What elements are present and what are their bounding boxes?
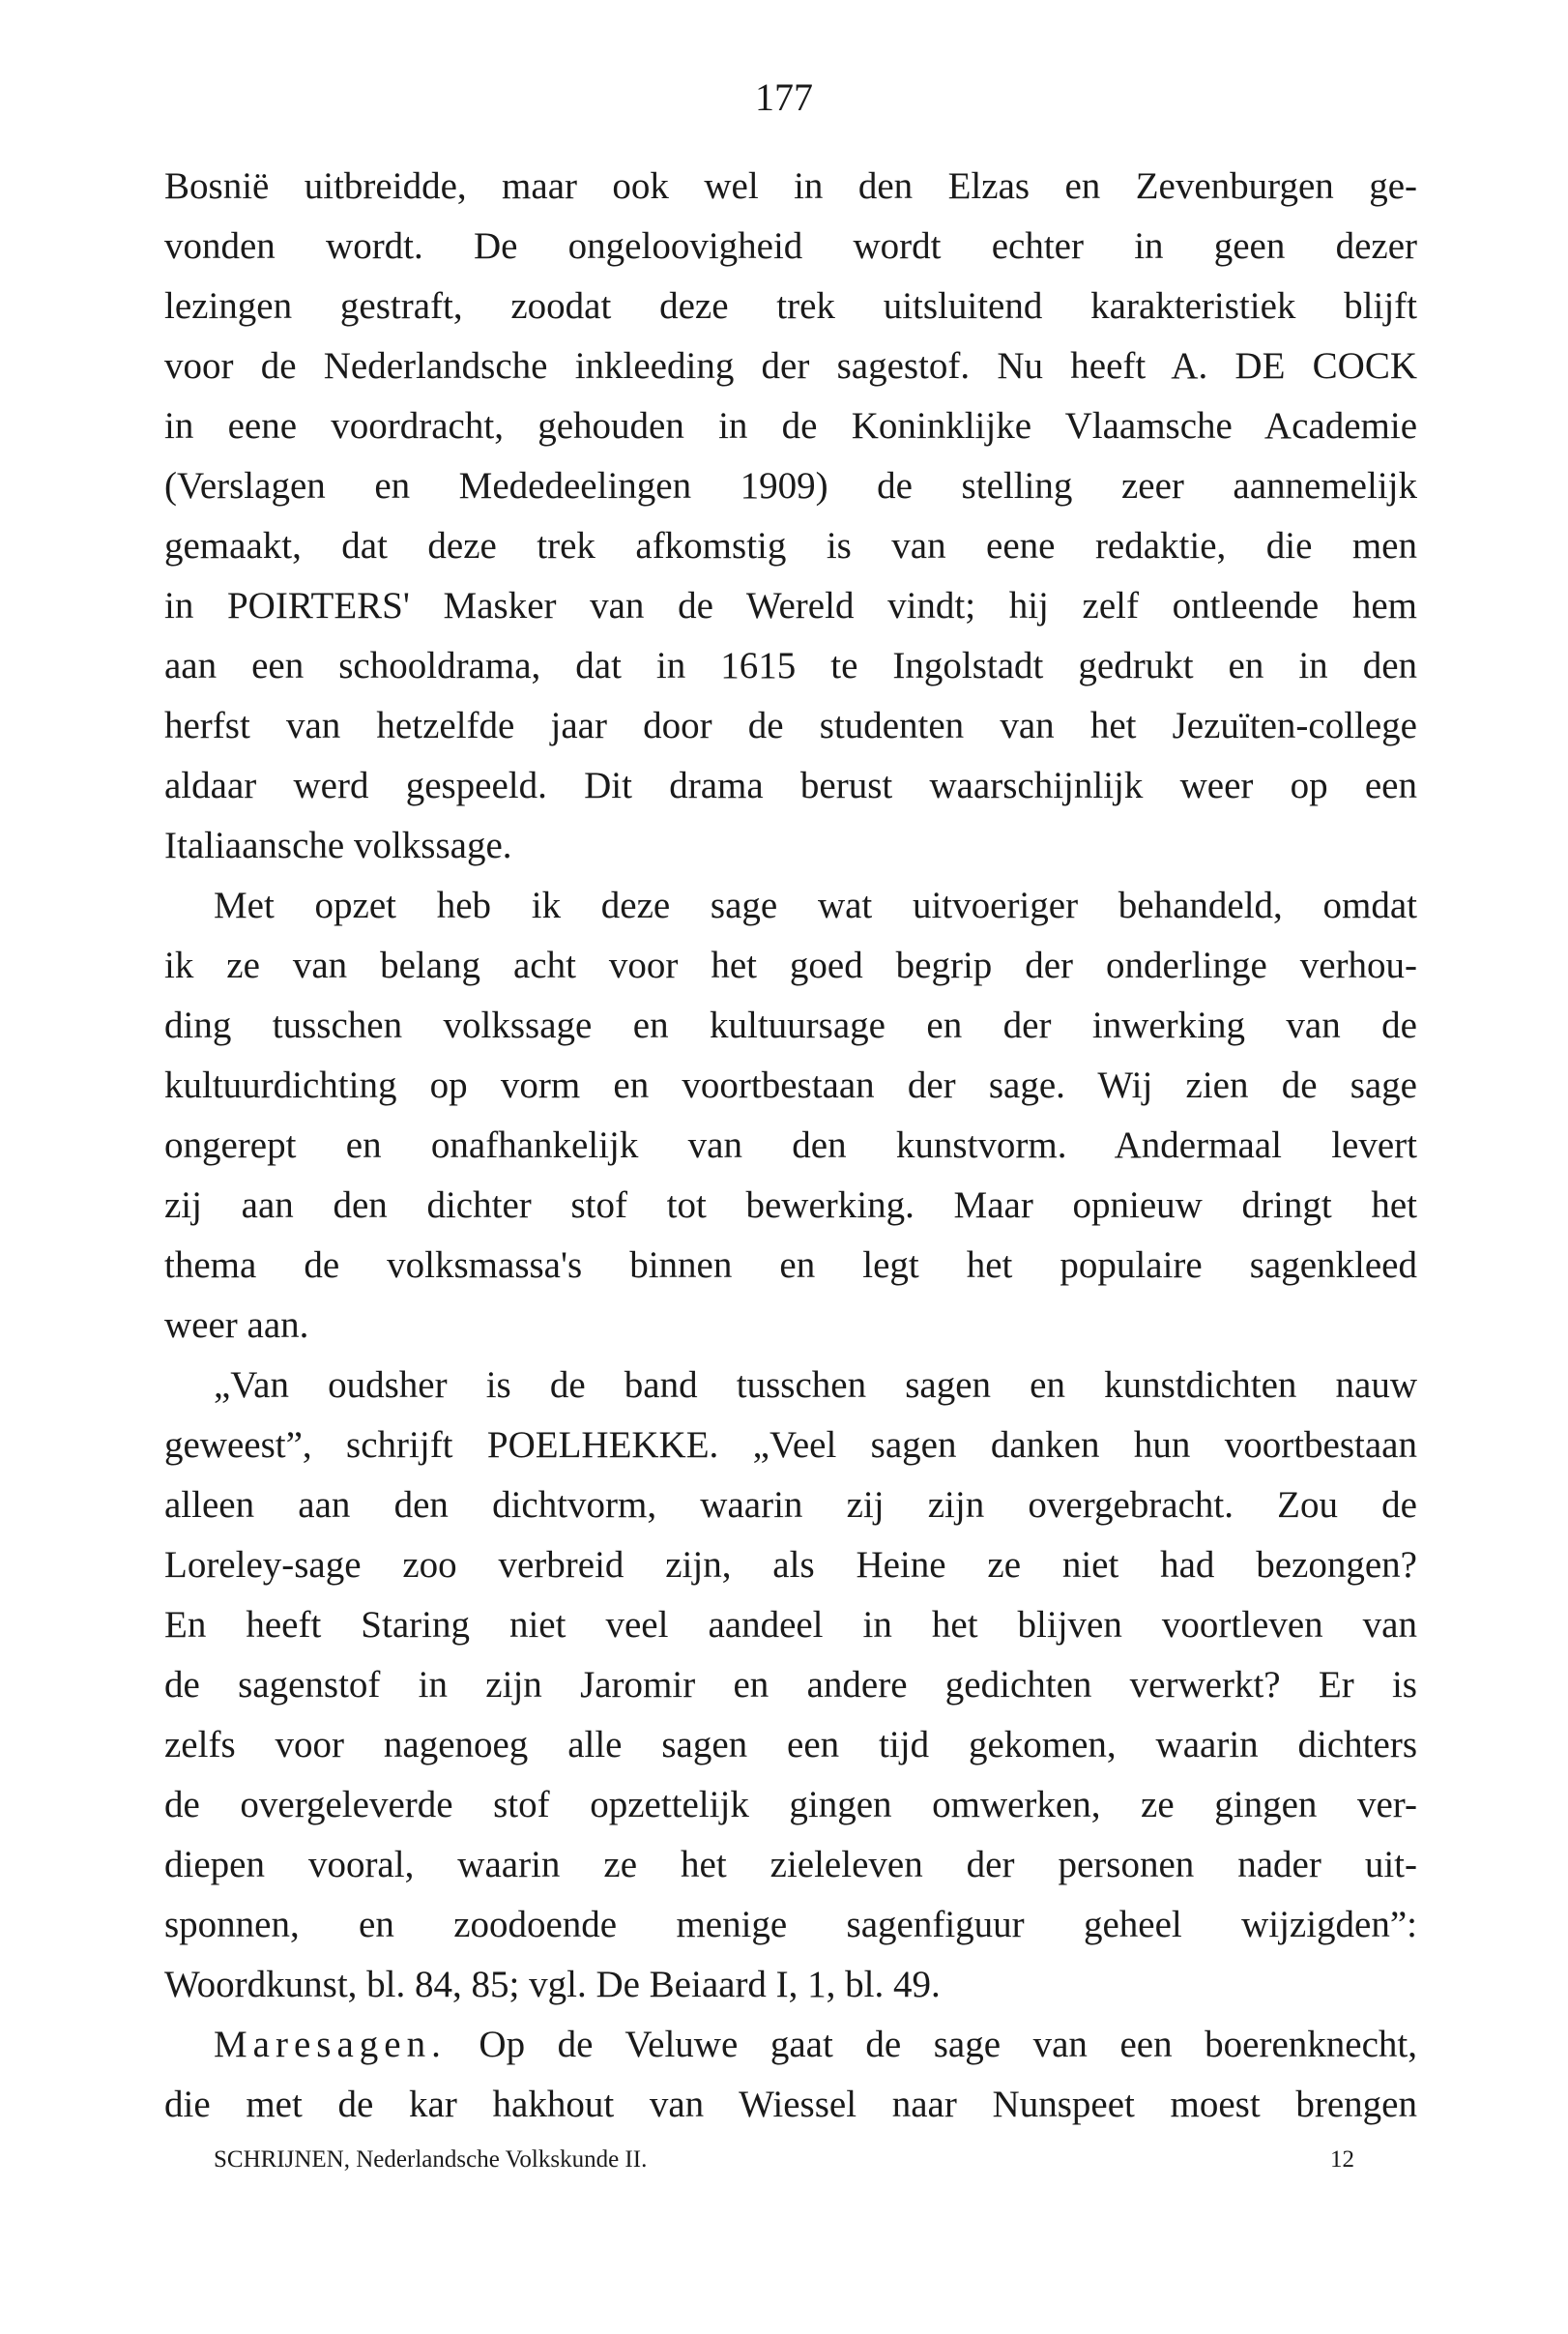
line-text: geweest”, schrijft: [164, 1424, 487, 1466]
line-text: „Van oudsher is de band tusschen sagen en kunstdichten nauw: [214, 1364, 1417, 1406]
line-text: Op de Veluwe gaat de sage van een boerenknecht,: [446, 2024, 1417, 2065]
line-text: aan een schooldrama, dat in 1615 te Ingolstadt gedrukt en in den: [164, 645, 1417, 686]
section-heading: Maresagen.: [214, 2024, 447, 2065]
paragraph: [164, 157, 1417, 876]
text-line: [164, 1535, 1417, 1595]
line-text: thema de volksmassa's binnen en legt het populaire sagenkleed: [164, 1244, 1417, 1286]
small-caps-name: DE COCK: [1234, 345, 1417, 387]
line-text: voor de Nederlandsche inkleeding der sagestof. Nu heeft A.: [164, 345, 1235, 387]
text-line: [164, 1475, 1417, 1535]
text-line: [164, 2075, 1417, 2135]
line-text: Bosnië uitbreidde, maar ook wel in den Elzas en Zevenburgen ge-: [164, 165, 1417, 207]
line-text: gemaakt, dat deze trek afkomstig is van eene redaktie, die men: [164, 525, 1417, 567]
line-text: ik ze van belang acht voor het goed begrip der onderlinge verhou-: [164, 945, 1417, 986]
paragraph: [164, 2015, 1417, 2135]
line-text: herfst van hetzelfde jaar door de studenten van het Jezuïten-college: [164, 705, 1417, 746]
line-text: (Verslagen en Mededeelingen 1909) de stelling zeer aannemelijk: [164, 465, 1417, 507]
footer-author: SCHRIJNEN: [214, 2146, 344, 2173]
line-text: die met de kar hakhout van Wiessel naar Nunspeet moest brengen: [164, 2084, 1417, 2125]
line-text: aldaar werd gespeeld. Dit drama berust waarschijnlijk weer op een: [164, 765, 1417, 806]
text-line: [164, 1595, 1417, 1655]
line-text: de overgeleverde stof opzettelijk gingen omwerken, ze gingen ver-: [164, 1784, 1417, 1825]
line-text: weer aan.: [164, 1304, 309, 1346]
line-text: de sagenstof in zijn Jaromir en andere gedichten verwerkt? Er is: [164, 1664, 1417, 1706]
paragraph: [164, 1356, 1417, 2015]
body-text: [164, 157, 1417, 2135]
text-line: [164, 876, 1417, 936]
text-line: [164, 516, 1417, 576]
line-text: . „Veel sagen danken hun voortbestaan: [709, 1424, 1417, 1466]
text-line: [164, 1775, 1417, 1835]
line-text: ' Masker van de Wereld vindt; hij zelf ontleende hem: [402, 585, 1417, 627]
text-line: [164, 217, 1417, 277]
text-line: [164, 456, 1417, 516]
text-line: [164, 1176, 1417, 1236]
text-line: [164, 1236, 1417, 1296]
line-text: diepen vooral, waarin ze het zieleleven der personen nader uit-: [164, 1844, 1417, 1885]
text-line: [164, 636, 1417, 696]
text-line: [164, 936, 1417, 996]
text-line: [164, 157, 1417, 217]
text-line: [164, 1056, 1417, 1116]
page-number: 177: [755, 75, 813, 119]
footer-running-title: [214, 2144, 647, 2175]
line-text: Loreley-sage zoo verbreid zijn, als Heine ze niet had bezongen?: [164, 1544, 1417, 1586]
line-text: zij aan den dichter stof tot bewerking. Maar opnieuw dringt het: [164, 1184, 1417, 1226]
line-text: in: [164, 585, 227, 627]
text-line: [164, 1955, 1417, 2015]
line-text: vonden wordt. De ongeloovigheid wordt echter in geen dezer: [164, 225, 1417, 267]
paragraph: [164, 876, 1417, 1356]
line-text: Met opzet heb ik deze sage wat uitvoeriger behandeld, omdat: [214, 885, 1417, 926]
text-line: [164, 576, 1417, 636]
small-caps-name: POELHEKKE: [486, 1424, 710, 1466]
line-text: alleen aan den dichtvorm, waarin zij zijn overgebracht. Zou de: [164, 1484, 1417, 1526]
footer-book-title: , Nederlandsche Volkskunde II.: [343, 2146, 648, 2173]
line-text: kultuurdichting op vorm en voortbestaan der sage. Wij zien de sage: [164, 1065, 1417, 1106]
text-line: [164, 1116, 1417, 1176]
line-text: ding tusschen volkssage en kultuursage en der inwerking van de: [164, 1005, 1417, 1046]
text-line: [164, 1356, 1417, 1415]
line-text: lezingen gestraft, zoodat deze trek uitsluitend karakteristiek blijft: [164, 285, 1417, 327]
text-line: [164, 2015, 1417, 2075]
line-text: ongerept en onafhankelijk van den kunstvorm. Andermaal levert: [164, 1124, 1417, 1166]
line-text: sponnen, en zoodoende menige sagenfiguur geheel wijzigden”:: [164, 1904, 1417, 1945]
text-line: [164, 396, 1417, 456]
text-line: [164, 996, 1417, 1056]
line-text: Italiaansche volkssage.: [164, 825, 512, 866]
text-line: [164, 1655, 1417, 1715]
text-line: [164, 1415, 1417, 1475]
text-line: [164, 696, 1417, 756]
line-text: Woordkunst, bl. 84, 85; vgl. De Beiaard I, 1, bl. 49.: [164, 1964, 941, 2005]
text-line: [164, 816, 1417, 876]
text-line: [164, 1715, 1417, 1775]
text-line: [164, 336, 1417, 396]
text-line: [164, 1296, 1417, 1356]
line-text: in eene voordracht, gehouden in de Koninklijke Vlaamsche Academie: [164, 405, 1417, 447]
text-line: [164, 1895, 1417, 1955]
small-caps-name: POIRTERS: [226, 585, 403, 627]
text-line: [164, 1835, 1417, 1895]
footer-signature-mark: 12: [1330, 2146, 1354, 2173]
text-line: [164, 277, 1417, 336]
line-text: zelfs voor nagenoeg alle sagen een tijd gekomen, waarin dichters: [164, 1724, 1417, 1765]
text-line: [164, 756, 1417, 816]
line-text: En heeft Staring niet veel aandeel in het blijven voortleven van: [164, 1604, 1417, 1646]
